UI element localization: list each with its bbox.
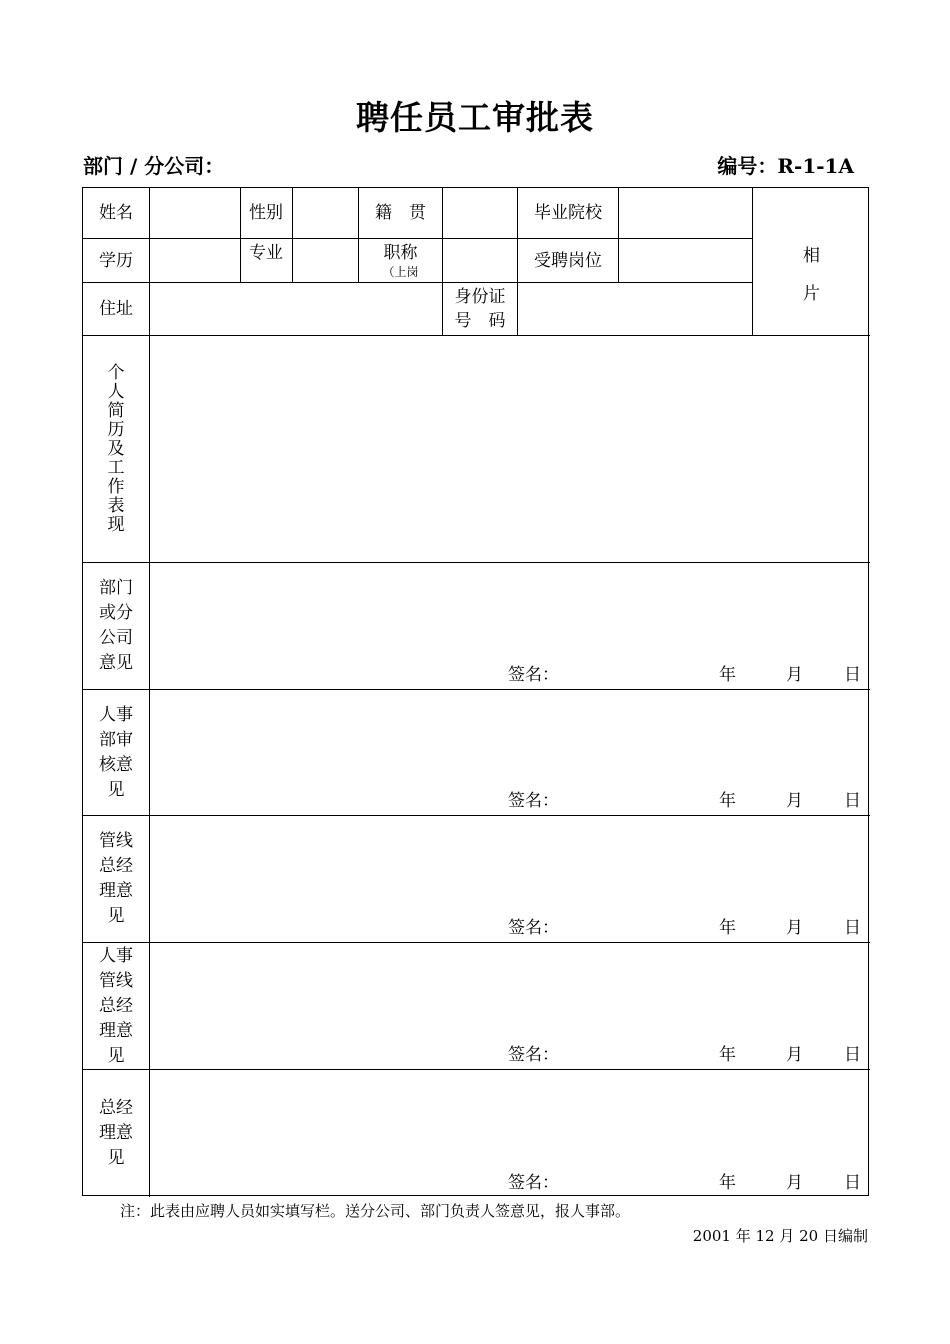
resume-label-char: 作 bbox=[107, 477, 125, 497]
resume-label-char: 现 bbox=[107, 515, 125, 535]
opinion-label-line: 理意 bbox=[99, 1123, 133, 1143]
opinion-label bbox=[83, 816, 149, 942]
opinion-label-line: 见 bbox=[107, 1045, 125, 1066]
resume-label bbox=[83, 364, 149, 535]
month-label: 月 bbox=[786, 1173, 803, 1193]
school-field[interactable] bbox=[619, 188, 752, 238]
education-field[interactable] bbox=[150, 239, 240, 282]
photo-label-line2: 片 bbox=[803, 283, 820, 304]
opinion-label-line: 核意 bbox=[99, 754, 133, 775]
opinion-label-line: 公司 bbox=[99, 628, 133, 648]
address-field[interactable] bbox=[150, 283, 442, 335]
signature-label: 签名： bbox=[508, 1045, 559, 1065]
opinion-label-line: 或分 bbox=[99, 603, 133, 623]
month-label: 月 bbox=[786, 791, 803, 811]
job-title-field[interactable] bbox=[443, 239, 517, 282]
signature-label: 签名： bbox=[508, 1173, 559, 1193]
form-title: 聘任员工审批表 bbox=[356, 98, 594, 137]
year-label: 年 bbox=[719, 1173, 736, 1193]
document-number: 编号：R-1-1A bbox=[717, 154, 854, 178]
resume-label-char: 表 bbox=[107, 496, 125, 516]
month-label: 月 bbox=[786, 1045, 803, 1065]
month-label: 月 bbox=[786, 918, 803, 938]
day-label: 日 bbox=[844, 1045, 861, 1065]
resume-label-char: 个 bbox=[107, 363, 125, 383]
position-label: 受聘岗位 bbox=[534, 250, 602, 271]
name-field[interactable] bbox=[150, 188, 240, 238]
id-number-label-line2: 号 码 bbox=[454, 311, 506, 331]
gender-field[interactable] bbox=[293, 188, 358, 238]
name-label: 姓名 bbox=[99, 203, 133, 223]
signature-label: 签名： bbox=[508, 665, 559, 685]
column-divider bbox=[240, 188, 241, 282]
resume-label-char: 历 bbox=[107, 420, 125, 440]
compiled-date: 2001 年 12 月 20 日编制 bbox=[692, 1227, 868, 1245]
opinion-label-line: 总经 bbox=[99, 995, 133, 1016]
opinion-label-line: 管线 bbox=[99, 970, 133, 991]
footer-note: 注：此表由应聘人员如实填写栏。送分公司、部门负责人签意见，报人事部。 bbox=[120, 1202, 631, 1220]
opinion-label-line: 见 bbox=[107, 779, 125, 800]
day-label: 日 bbox=[844, 1173, 861, 1193]
major-field[interactable] bbox=[293, 239, 358, 282]
address-label: 住址 bbox=[99, 299, 133, 319]
year-label: 年 bbox=[719, 665, 736, 685]
id-number-field[interactable] bbox=[518, 283, 752, 335]
day-label: 日 bbox=[844, 665, 861, 685]
opinion-label-line: 部审 bbox=[99, 729, 133, 750]
gender-label: 性别 bbox=[249, 203, 283, 223]
id-number-label bbox=[443, 283, 517, 335]
photo-label-line1: 相 bbox=[803, 245, 820, 266]
opinion-label-line: 总经 bbox=[99, 1098, 133, 1118]
resume-label-char: 工 bbox=[107, 458, 125, 478]
education-label: 学历 bbox=[99, 250, 133, 271]
school-label: 毕业院校 bbox=[534, 203, 602, 223]
native-place-field[interactable] bbox=[443, 188, 517, 238]
opinion-label-line: 管线 bbox=[99, 831, 133, 851]
month-label: 月 bbox=[786, 665, 803, 685]
day-label: 日 bbox=[844, 918, 861, 938]
job-title-label-line2: （上岗 bbox=[382, 265, 419, 279]
department-label: 部门 / 分公司： bbox=[83, 154, 225, 178]
opinion-label-line: 理意 bbox=[99, 1020, 133, 1041]
resume-label-char: 及 bbox=[107, 439, 125, 459]
opinion-label bbox=[83, 690, 149, 815]
job-title-label-line1: 职称 bbox=[383, 243, 418, 263]
opinion-label bbox=[83, 1070, 149, 1197]
native-place-label: 籍 贯 bbox=[375, 203, 426, 223]
major-label: 专业 bbox=[249, 243, 283, 263]
opinion-label bbox=[83, 563, 149, 689]
opinion-label bbox=[83, 943, 149, 1069]
job-title-label bbox=[359, 239, 442, 282]
day-label: 日 bbox=[844, 791, 861, 811]
resume-label-char: 简 bbox=[107, 401, 125, 421]
opinion-label-line: 意见 bbox=[99, 653, 133, 673]
approval-form-table bbox=[82, 187, 869, 1196]
opinion-label-line: 总经 bbox=[99, 856, 133, 876]
photo-area bbox=[753, 188, 870, 335]
opinion-label-line: 见 bbox=[107, 906, 125, 926]
year-label: 年 bbox=[719, 918, 736, 938]
resume-label-char: 人 bbox=[107, 382, 125, 402]
resume-field[interactable] bbox=[150, 336, 870, 562]
opinion-label-line: 见 bbox=[107, 1148, 125, 1168]
opinion-label-line: 部门 bbox=[99, 578, 133, 598]
year-label: 年 bbox=[719, 1045, 736, 1065]
signature-label: 签名： bbox=[508, 791, 559, 811]
opinion-label-line: 人事 bbox=[99, 945, 133, 966]
opinion-label-line: 理意 bbox=[99, 881, 133, 901]
signature-label: 签名： bbox=[508, 918, 559, 938]
opinion-label-line: 人事 bbox=[99, 704, 133, 725]
year-label: 年 bbox=[719, 791, 736, 811]
position-field[interactable] bbox=[619, 239, 752, 282]
id-number-label-line1: 身份证 bbox=[454, 287, 506, 307]
